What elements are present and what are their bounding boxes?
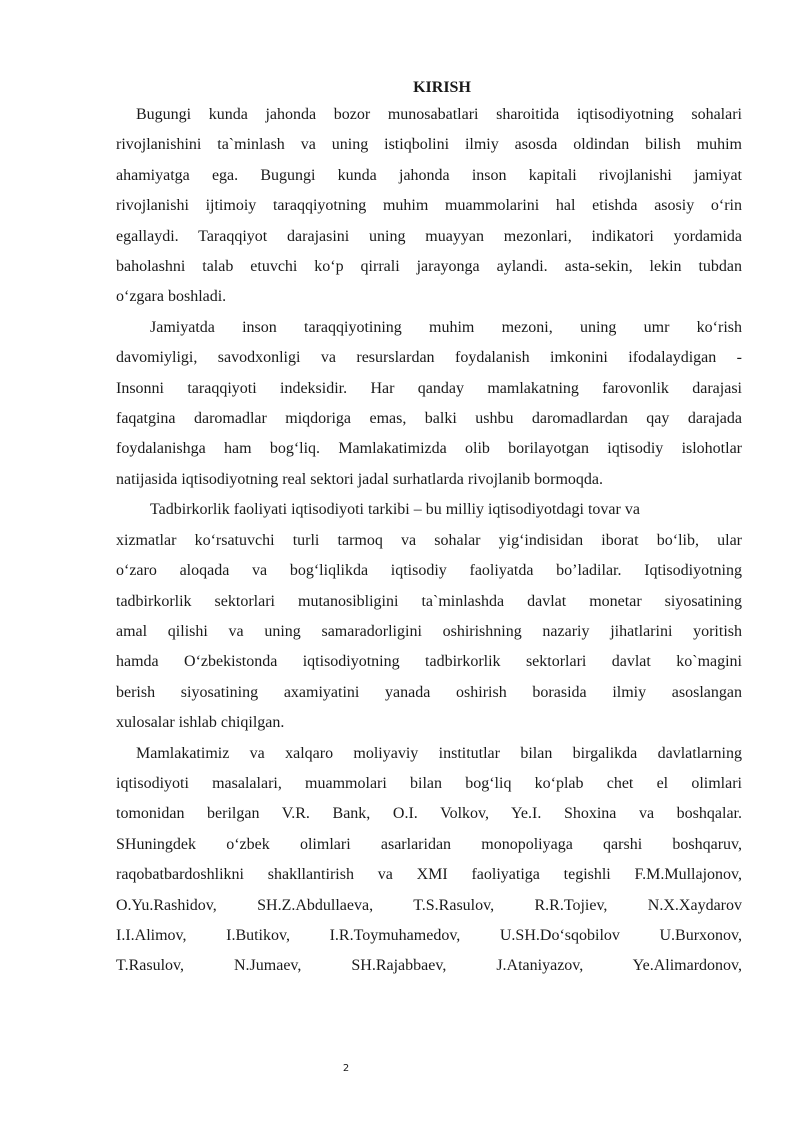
paragraph-line: faqatgina daromadlar miqdoriga emas, balki ushbu daromadlardan qay darajada — [116, 410, 742, 428]
paragraph-line: egallaydi. Taraqqiyot darajasini uning muayyan mezonlari, indikatori yordamida — [116, 227, 742, 245]
paragraph-line: o‘zaro aloqada va bog‘liqlikda iqtisodiy faoliyatda bo’ladilar. Iqtisodiyotning — [116, 562, 742, 580]
paragraph-line: SHuningdek o‘zbek olimlari asarlaridan monopoliyaga qarshi boshqaruv, — [116, 835, 742, 853]
paragraph-line: O.Yu.Rashidov, SH.Z.Abdullaeva, T.S.Rasulov, R.R.Tojiev, N.X.Xaydarov — [116, 896, 742, 914]
paragraph-line: rivojlanishi ijtimoiy taraqqiyotning muhim muammolarini hal etishda asosiy o‘rin — [116, 197, 742, 215]
page-number-label: 2 — [342, 1063, 350, 1074]
paragraph-line: baholashni talab etuvchi ko‘p qirrali jarayonga aylandi. asta-sekin, lekin tubdan — [116, 258, 742, 276]
paragraph-line: T.Rasulov, N.Jumaev, SH.Rajabbaev, J.Ataniyazov, Ye.Alimardonov, — [116, 957, 742, 975]
paragraph-line: iqtisodiyoti masalalari, muammolari bilan bog‘liq ko‘plab chet el olimlari — [116, 774, 742, 792]
paragraph-line: tomonidan berilgan V.R. Bank, O.I. Volkov, Ye.I. Shoxina va boshqalar. — [116, 805, 742, 823]
paragraph-line: hamda O‘zbekistonda iqtisodiyotning tadbirkorlik sektorlari davlat ko`magini — [116, 653, 742, 671]
paragraph — [116, 313, 742, 495]
body-text — [116, 100, 742, 982]
paragraph — [116, 739, 742, 982]
paragraph-line: I.I.Alimov, I.Butikov, I.R.Toymuhamedov, U.SH.Do‘sqobilov U.Burxonov, — [116, 926, 742, 944]
document-page — [116, 76, 742, 982]
paragraph-line: xulosalar ishlab chiqilgan. — [116, 714, 285, 732]
paragraph-line: rivojlanishini ta`minlash va uning istiqbolini ilmiy asosda oldindan bilish muhim — [116, 136, 742, 154]
paragraph-line: tadbirkorlik sektorlari mutanosibligini ta`minlashda davlat monetar siyosatining — [116, 592, 742, 610]
section-title: KIRISH — [413, 79, 471, 96]
paragraph-line: Insonni taraqqiyoti indeksidir. Har qanday mamlakatning farovonlik darajasi — [116, 379, 742, 397]
paragraph — [116, 495, 742, 738]
paragraph-line: berish siyosatining axamiyatini yanada oshirish borasida ilmiy asoslangan — [116, 683, 742, 701]
paragraph-line: raqobatbardoshlikni shakllantirish va XMI faoliyatiga tegishli F.M.Mullajonov, — [116, 866, 742, 884]
paragraph-line: Bugungi kunda jahonda bozor munosabatlari sharoitida iqtisodiyotning sohalari — [136, 106, 742, 123]
paragraph-line: Mamlakatimiz va xalqaro moliyaviy institutlar bilan birgalikda davlatlarning — [136, 744, 742, 762]
paragraph-line: o‘zgara boshladi. — [116, 288, 227, 306]
paragraph — [116, 100, 742, 313]
paragraph-line: davomiyligi, savodxonligi va resurslardan foydalanish imkonini ifodalaydigan - — [116, 349, 742, 367]
paragraph-line: Jamiyatda inson taraqqiyotining muhim mezoni, uning umr ko‘rish — [150, 318, 742, 336]
paragraph-line: natijasida iqtisodiyotning real sektori jadal surhatlarda rivojlanib bormoqda. — [116, 470, 603, 488]
paragraph-line: ahamiyatga ega. Bugungi kunda jahonda inson kapitali rivojlanishi jamiyat — [116, 166, 742, 184]
paragraph-line: amal qilishi va uning samaradorligini oshirishning nazariy jihatlarini yoritish — [116, 622, 742, 640]
paragraph-line: xizmatlar ko‘rsatuvchi turli tarmoq va sohalar yig‘indisidan iborat bo‘lib, ular — [116, 531, 742, 549]
page-number — [0, 1063, 800, 1074]
paragraph-line: foydalanishga ham bog‘liq. Mamlakatimizda olib borilayotgan iqtisodiy islohotlar — [116, 440, 742, 458]
paragraph-line: Tadbirkorlik faoliyati iqtisodiyoti tarkibi – bu milliy iqtisodiyotdagi tovar va — [150, 501, 640, 519]
